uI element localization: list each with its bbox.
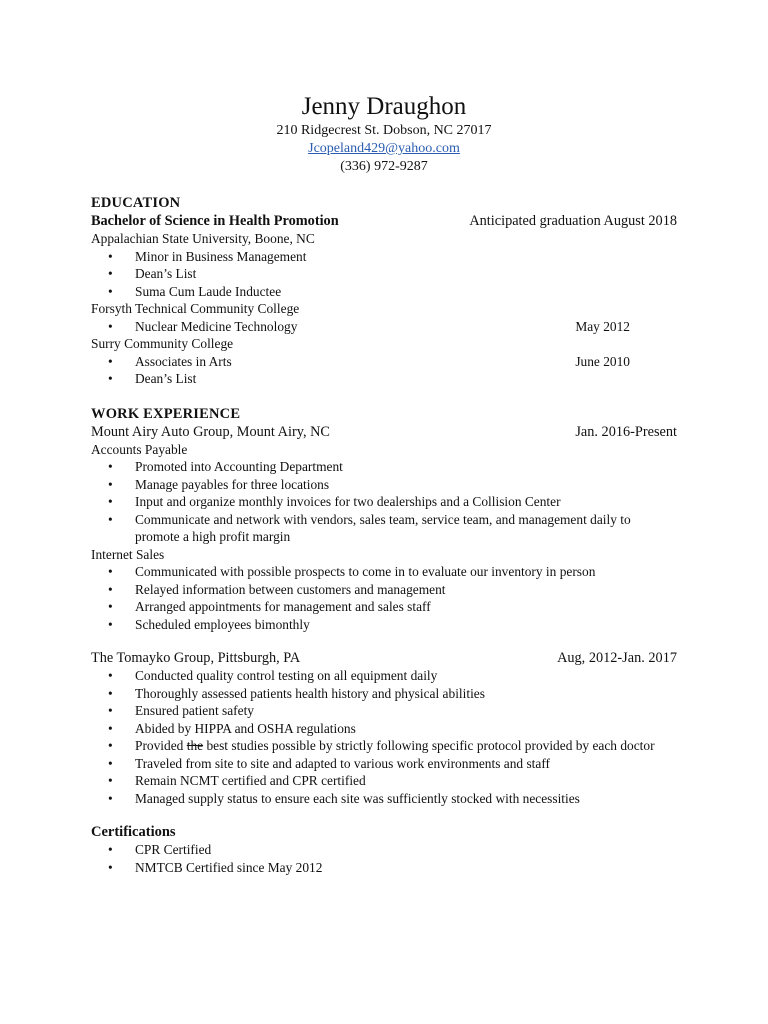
school-name: Forsyth Technical Community College [91, 301, 300, 316]
bullet-item: • Communicated with possible prospects to come in to evaluate our inventory in person [135, 563, 681, 581]
bullet-item: • Suma Cum Laude Inductee [135, 283, 681, 301]
applicant-name: Jenny Draughon [301, 93, 467, 120]
employer: The Tomayko Group, Pittsburgh, PA [91, 650, 301, 666]
date: June 2010 [575, 353, 630, 369]
job2-list [91, 667, 681, 807]
bullet-item: • Scheduled employees bimonthly [135, 616, 681, 634]
employer: Mount Airy Auto Group, Mount Airy, NC [91, 423, 330, 440]
job-row [91, 423, 681, 441]
role-title: Accounts Payable [91, 441, 188, 457]
date: May 2012 [575, 318, 630, 334]
education-heading: EDUCATION [91, 195, 181, 211]
bullet-item: • Ensured patient safety [135, 702, 681, 720]
role1-list [91, 458, 681, 546]
degree-date: Anticipated graduation August 2018 [469, 213, 677, 229]
bullet-item: • Conducted quality control testing on all equipment daily [135, 667, 681, 685]
bullet-item: • NMTCB Certified since May 2012 [135, 859, 681, 877]
school1-list [91, 248, 681, 301]
degree-row [91, 212, 681, 230]
school-name: Surry Community College [91, 336, 234, 351]
email-link[interactable]: Jcopeland429@yahoo.com [308, 141, 460, 156]
bullet-item: • Dean’s List [135, 265, 681, 283]
job-dates: Aug, 2012-Jan. 2017 [557, 650, 677, 666]
work-heading: WORK EXPERIENCE [91, 405, 241, 422]
bullet-item: • Relayed information between customers and management [135, 581, 681, 599]
bullet-item: • Promoted into Accounting Department [135, 458, 681, 476]
bullet-item: • Abided by HIPPA and OSHA regulations [135, 720, 681, 738]
bullet-item: • Minor in Business Management [135, 248, 681, 266]
bullet-item: • Manage payables for three locations [135, 476, 681, 494]
struck-word: the [186, 738, 204, 753]
degree-title: Bachelor of Science in Health Promotion [91, 213, 339, 229]
role2-list [91, 563, 681, 633]
job-row [91, 649, 681, 667]
school3-list [91, 353, 681, 388]
bullet-item: • Remain NCMT certified and CPR certified [135, 772, 681, 790]
bullet-item: • Dean’s List [135, 370, 681, 388]
certifications-heading: Certifications [91, 824, 176, 840]
bullet-item: • Communicate and network with vendors, sales team, service team, and management daily to promote a high profit margin [135, 511, 655, 546]
phone: (336) 972-9287 [340, 159, 428, 174]
bullet-item: • Arranged appointments for management and sales staff [135, 598, 681, 616]
role-title: Internet Sales [91, 546, 165, 562]
school2-list [91, 318, 681, 336]
address: 210 Ridgecrest St. Dobson, NC 27017 [276, 123, 492, 138]
bullet-item: • Associates in Arts June 2010 [135, 353, 681, 371]
bullet-item: • CPR Certified [135, 841, 681, 859]
resume-body [91, 194, 681, 876]
bullet-item: • Traveled from site to site and adapted to various work environments and staff [135, 755, 681, 773]
bullet-item: • Input and organize monthly invoices for two dealerships and a Collision Center [135, 493, 681, 511]
bullet-item: • Provided the best studies possible by strictly following specific protocol provided by each doctor [135, 737, 681, 755]
job-dates: Jan. 2016-Present [575, 423, 677, 440]
bullet-item: • Managed supply status to ensure each site was sufficiently stocked with necessities [135, 790, 681, 808]
resume-header [0, 92, 768, 176]
certifications-list [91, 841, 681, 876]
school-name: Appalachian State University, Boone, NC [91, 231, 315, 246]
bullet-item: • Nuclear Medicine Technology May 2012 [135, 318, 681, 336]
bullet-item: • Thoroughly assessed patients health history and physical abilities [135, 685, 681, 703]
